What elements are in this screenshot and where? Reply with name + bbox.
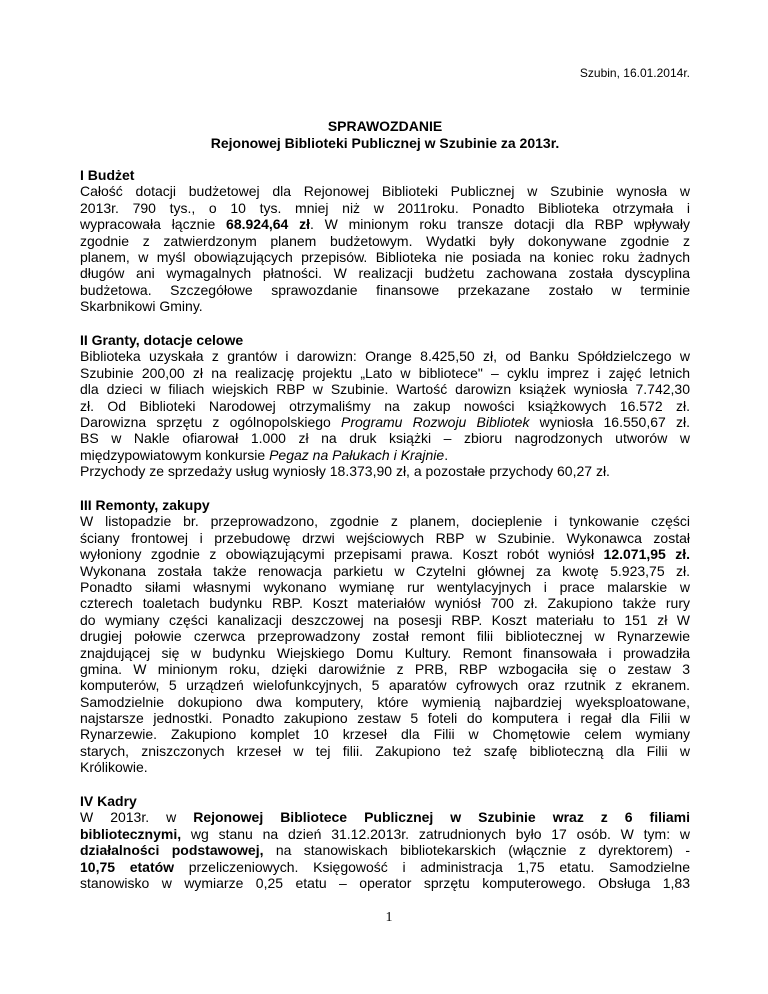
text-run: najstarsze jednostki. Ponadto zakupiono zestaw 5 foteli do komputera i regał dla Filii w bbox=[80, 710, 690, 727]
text-run: gmina. W minionym roku, dzięki darowiźnie z PRB, RBP wzbogaciła się o zestaw 3 bbox=[80, 660, 690, 677]
text-line bbox=[80, 579, 690, 595]
text-line bbox=[80, 513, 690, 529]
text-line bbox=[80, 859, 690, 875]
text-line bbox=[80, 381, 690, 397]
text-line bbox=[80, 183, 690, 199]
text-line bbox=[80, 430, 690, 446]
text-run: zgodnie z zatwierdzonym planem budżetowym. Wydatki były dokonywane zgodnie z bbox=[80, 232, 690, 249]
text-run: starych, zniszczonych krzeseł w tej filii. Zakupiono też szafę biblioteczną dla Filii w bbox=[80, 742, 690, 759]
text-line bbox=[80, 265, 690, 281]
italic-text: Pegaz na Pałukach i Krajnie bbox=[269, 446, 445, 463]
bold-text: działalności podstawowej, bbox=[80, 842, 264, 859]
document-title: SPRAWOZDANIE bbox=[327, 118, 443, 134]
bold-text: 10,75 etatów bbox=[80, 858, 175, 875]
text-run: . bbox=[444, 446, 449, 463]
text-line bbox=[80, 710, 690, 726]
text-run: Darowizna sprzętu z ogólnopolskiego bbox=[80, 413, 341, 430]
text-line bbox=[80, 875, 690, 891]
text-run: Całość dotacji budżetowej dla Rejonowej Biblioteki Publicznej w Szubinie wynosła w bbox=[80, 183, 690, 200]
text-line bbox=[80, 233, 690, 249]
text-run: W 2013r. w bbox=[80, 809, 194, 826]
text-line bbox=[80, 447, 690, 463]
text-run: ściany frontowej i przebudowę drzwi wejściowych RBP w Szubinie. Wykonawca został bbox=[80, 529, 690, 546]
text-line bbox=[80, 826, 690, 842]
bold-text: bibliotecznymi, bbox=[80, 825, 182, 842]
text-line bbox=[80, 677, 690, 693]
text-run: wypracowała łącznie bbox=[80, 216, 227, 233]
bold-text: 12.071,95 zł. bbox=[603, 546, 690, 563]
text-run: przeliczeniowych. Księgowość i administracja 1,75 etatu. Samodzielne bbox=[174, 858, 690, 875]
text-line bbox=[80, 726, 690, 742]
text-run: Wykonana została także renowacja parkietu w Czytelni głównej za kwotę 5.923,75 zł. bbox=[80, 562, 690, 579]
section-heading: II Granty, dotacje celowe bbox=[80, 332, 244, 348]
text-line bbox=[80, 398, 690, 414]
text-run: Samodzielnie dokupiono dwa komputery, które wymienią najbardziej wyeksploatowane, bbox=[80, 693, 690, 710]
text-line bbox=[80, 628, 690, 644]
section-grants bbox=[80, 332, 690, 480]
section-heading: III Remonty, zakupy bbox=[80, 497, 210, 513]
text-line bbox=[80, 249, 690, 265]
page-number: 1 bbox=[385, 910, 393, 925]
text-run: wyniosła 16.550,67 zł. bbox=[529, 413, 690, 430]
text-line bbox=[80, 365, 690, 381]
text-line bbox=[80, 759, 690, 775]
text-run: wyłoniony zgodnie z obowiązującymi przepisami prawa. Koszt robót wyniósł bbox=[80, 546, 604, 563]
text-run: znajdującej się w budynku Wiejskiego Domu Kultury. Remont finansowała i prowadziła bbox=[80, 644, 690, 661]
text-line bbox=[80, 743, 690, 759]
text-run: stanowisko w wymiarze 0,25 etatu – operator sprzętu komputerowego. Obsługa 1,83 bbox=[80, 874, 690, 891]
section-staff bbox=[80, 793, 690, 891]
text-run: BS w Nakle ofiarował 1.000 zł na druk książki – zbioru nagrodzonych utworów w bbox=[80, 430, 690, 447]
text-run: Przychody ze sprzedaży usług wyniosły 18.373,90 zł, a pozostałe przychody 60,27 zł. bbox=[80, 463, 610, 480]
text-line bbox=[80, 612, 690, 628]
text-run: W listopadzie br. przeprowadzono, zgodnie z planem, docieplenie i tynkowanie części bbox=[80, 513, 690, 530]
text-run: Rynarzewie. Zakupiono komplet 10 krzeseł dla Filii w Chomętowie celem wymiany bbox=[80, 726, 690, 743]
text-run: na stanowiskach bibliotekarskich (włącznie z dyrektorem) - bbox=[263, 842, 690, 859]
text-line bbox=[80, 563, 690, 579]
text-line bbox=[80, 216, 690, 232]
text-line bbox=[80, 298, 690, 314]
text-line bbox=[80, 809, 690, 825]
text-run: międzypowiatowym konkursie bbox=[80, 446, 270, 463]
text-line bbox=[80, 463, 690, 479]
text-run: dla dzieci w filiach wiejskich RBP w Szubinie. Wartość darowizn książek wyniosła 7.742,30 bbox=[80, 381, 690, 398]
text-line bbox=[80, 694, 690, 710]
text-line bbox=[80, 348, 690, 364]
text-line bbox=[80, 282, 690, 298]
section-heading: IV Kadry bbox=[80, 793, 137, 809]
section-budget bbox=[80, 167, 690, 315]
text-line bbox=[80, 661, 690, 677]
text-run: Królikowie. bbox=[80, 759, 148, 776]
text-run: czterech toaletach budynku RBP. Koszt materiałów wyniósł 700 zł. Zakupiono także rury bbox=[80, 595, 690, 612]
section-renovations bbox=[80, 497, 690, 776]
text-line bbox=[80, 530, 690, 546]
text-line bbox=[80, 200, 690, 216]
text-run: zł. Od Biblioteki Narodowej otrzymaliśmy na zakup nowości książkowych 16.572 zł. bbox=[80, 397, 690, 414]
text-line bbox=[80, 546, 690, 562]
text-run: planem, w myśl obowiązujących przepisów. Biblioteka nie posiada na koniec roku żadnych bbox=[80, 248, 690, 265]
text-line bbox=[80, 645, 690, 661]
text-run: drugiej połowie czerwca przeprowadzony został remont filii bibliotecznej w Rynarzewie bbox=[80, 628, 690, 645]
text-run: . W minionym roku transze dotacji dla RBP wpływały bbox=[310, 216, 691, 233]
text-run: wg stanu na dzień 31.12.2013r. zatrudnionych było 17 osób. W tym: w bbox=[181, 825, 690, 842]
bold-text: Rejonowej Bibliotece Publicznej w Szubinie wraz z 6 filiami bbox=[193, 809, 691, 826]
bold-text: 68.924,64 zł bbox=[226, 216, 310, 233]
text-run: do wymiany części kanalizacji deszczowej na posesji RBP. Koszt materiału to 151 zł W bbox=[80, 611, 690, 628]
text-run: 2013r. 790 tys., o 10 tys. mniej niż w 2011roku. Ponadto Biblioteka otrzymała i bbox=[80, 199, 690, 216]
text-run: komputerów, 5 urządzeń wielofunkcyjnych, 5 aparatów cyfrowych oraz rzutnik z ekranem. bbox=[80, 677, 690, 694]
text-line bbox=[80, 842, 690, 858]
text-run: budżetowa. Szczegółowe sprawozdanie finansowe przekazane zostało w terminie bbox=[80, 281, 690, 298]
text-line bbox=[80, 595, 690, 611]
text-run: Skarbnikowi Gminy. bbox=[80, 298, 203, 315]
text-line bbox=[80, 414, 690, 430]
italic-text: Programu Rozwoju Bibliotek bbox=[341, 413, 530, 430]
document-date: Szubin, 16.01.2014r. bbox=[579, 66, 690, 80]
text-run: Biblioteka uzyskała z grantów i darowizn: Orange 8.425,50 zł, od Banku Spółdzielczego w bbox=[80, 348, 690, 365]
section-heading: I Budżet bbox=[80, 167, 135, 183]
text-run: Szubinie 200,00 zł na realizację projektu „Lato w bibliotece" – cyklu imprez i zajęć letnich bbox=[80, 364, 690, 381]
document-subtitle: Rejonowej Biblioteki Publicznej w Szubinie za 2013r. bbox=[210, 135, 560, 151]
text-run: Ponadto siłami własnymi wykonano wymianę rur wentylacyjnych i prace malarskie w bbox=[80, 578, 690, 595]
text-run: długów ani wymagalnych płatności. W realizacji budżetu zachowana została dyscyplina bbox=[80, 265, 690, 282]
